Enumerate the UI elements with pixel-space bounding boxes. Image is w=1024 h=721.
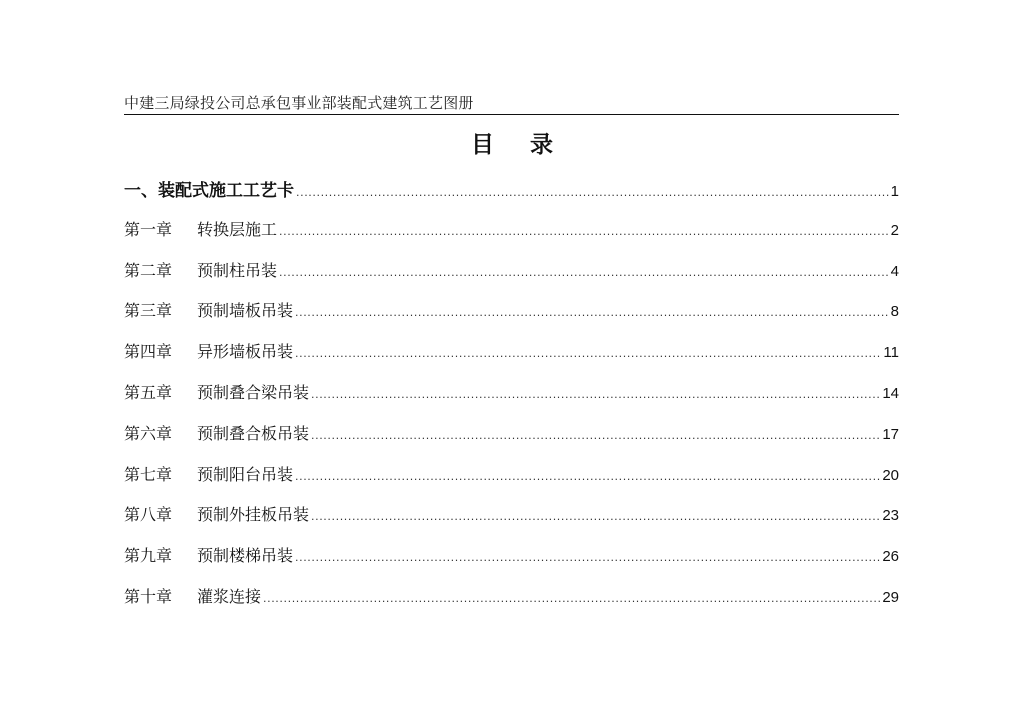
toc-entry-chapter-6[interactable] (124, 421, 899, 462)
toc-page-number: 23 (882, 507, 899, 525)
toc-leader-dots (311, 429, 880, 442)
toc-leader-dots (311, 510, 880, 523)
toc-entry-section-1[interactable] (124, 176, 899, 217)
page-title: 目 录 (470, 132, 567, 158)
toc-page-number: 4 (890, 262, 899, 280)
toc-entry-label: 预制柱吊装 (197, 260, 278, 280)
toc-leader-dots (296, 186, 889, 199)
toc-chapter-number: 第九章 (124, 546, 173, 566)
toc-entry-chapter-10[interactable] (124, 584, 899, 625)
toc-chapter-number: 第八章 (124, 505, 173, 525)
toc-page-number: 20 (882, 466, 899, 484)
toc-chapter-number: 第十章 (124, 586, 173, 606)
toc-leader-dots (279, 266, 889, 279)
toc-leader-dots (295, 306, 889, 319)
toc-entry-label: 预制叠合板吊装 (197, 423, 310, 443)
running-header: 中建三局绿投公司总承包事业部装配式建筑工艺图册 (124, 94, 474, 112)
toc-chapter-number: 第五章 (124, 382, 173, 402)
table-of-contents (124, 176, 899, 625)
toc-page-number: 8 (890, 303, 899, 321)
toc-entry-label: 一、装配式施工工艺卡 (124, 181, 294, 201)
toc-entry-label: 异形墙板吊装 (197, 342, 294, 362)
toc-leader-dots (279, 225, 889, 238)
toc-page-number: 26 (882, 548, 899, 566)
header-rule (124, 114, 899, 115)
toc-entry-label: 预制楼梯吊装 (197, 546, 294, 566)
toc-entry-chapter-4[interactable] (124, 339, 899, 380)
toc-entry-label: 预制阳台吊装 (197, 464, 294, 484)
toc-entry-label: 预制外挂板吊装 (197, 505, 310, 525)
toc-leader-dots (295, 470, 880, 483)
toc-chapter-number: 第一章 (124, 219, 173, 239)
toc-page-number: 17 (882, 425, 899, 443)
toc-leader-dots (295, 551, 880, 564)
toc-entry-chapter-8[interactable] (124, 502, 899, 543)
toc-entry-chapter-1[interactable] (124, 217, 899, 258)
toc-chapter-number: 第七章 (124, 464, 173, 484)
toc-entry-label: 转换层施工 (197, 219, 278, 239)
toc-chapter-number: 第六章 (124, 423, 173, 443)
toc-leader-dots (311, 388, 880, 401)
toc-entry-chapter-7[interactable] (124, 462, 899, 503)
toc-page-number: 11 (883, 344, 899, 362)
toc-page-number: 2 (890, 221, 899, 239)
toc-page-number: 1 (890, 183, 899, 200)
toc-leader-dots (295, 347, 881, 360)
toc-entry-label: 灌浆连接 (197, 586, 262, 606)
toc-page-number: 29 (882, 588, 899, 606)
toc-entry-chapter-2[interactable] (124, 258, 899, 299)
toc-chapter-number: 第二章 (124, 260, 173, 280)
toc-entry-chapter-5[interactable] (124, 380, 899, 421)
toc-chapter-number: 第三章 (124, 301, 173, 321)
toc-entry-label: 预制墙板吊装 (197, 301, 294, 321)
toc-entry-label: 预制叠合梁吊装 (197, 382, 310, 402)
toc-entry-chapter-3[interactable] (124, 298, 899, 339)
toc-leader-dots (263, 592, 880, 605)
toc-chapter-number: 第四章 (124, 342, 173, 362)
toc-entry-chapter-9[interactable] (124, 543, 899, 584)
toc-page-number: 14 (882, 384, 899, 402)
